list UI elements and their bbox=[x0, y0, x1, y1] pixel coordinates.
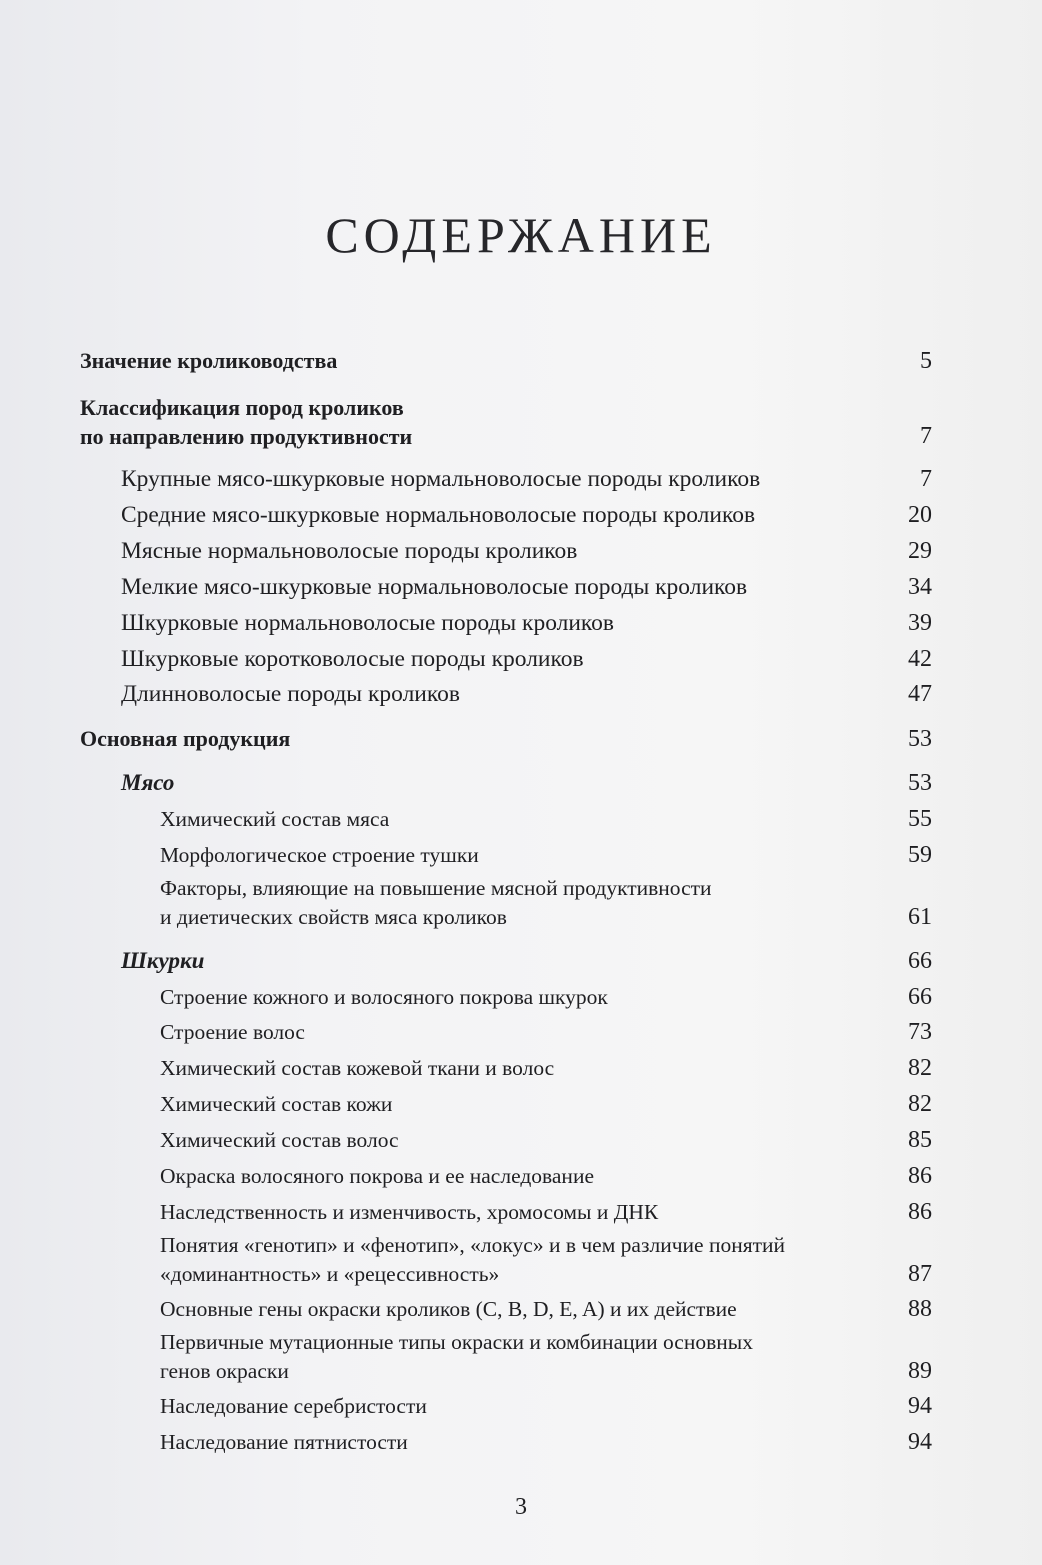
toc-entry-page: 87 bbox=[908, 1261, 932, 1287]
toc-entry[interactable] bbox=[160, 1294, 932, 1324]
toc-entry-page: 34 bbox=[908, 574, 932, 600]
toc-entry[interactable] bbox=[160, 1197, 932, 1227]
toc-entry[interactable] bbox=[121, 644, 932, 674]
toc-entry-page: 59 bbox=[908, 842, 932, 868]
toc-entry-page: 42 bbox=[908, 646, 932, 672]
toc-entry[interactable] bbox=[160, 840, 932, 870]
toc-entry[interactable] bbox=[160, 1089, 932, 1119]
toc-entry[interactable] bbox=[160, 1328, 932, 1386]
toc-entry-page: 82 bbox=[908, 1091, 932, 1117]
toc-entry-page: 39 bbox=[908, 610, 932, 636]
toc-entry-page: 86 bbox=[908, 1163, 932, 1189]
toc-entry-page: 85 bbox=[908, 1127, 932, 1153]
toc-entry-title: Мясо bbox=[121, 770, 175, 795]
toc-entry[interactable] bbox=[121, 464, 932, 494]
page-number: 3 bbox=[515, 1494, 527, 1520]
toc-entry-page: 29 bbox=[908, 538, 932, 564]
toc-entry-title: Значение кролиководства bbox=[80, 348, 338, 373]
toc-entry-page: 73 bbox=[908, 1019, 932, 1045]
toc-entry-title: Морфологическое строение тушки bbox=[160, 843, 479, 867]
toc-entry-title bbox=[160, 1328, 753, 1386]
toc-entry-title: Химический состав мяса bbox=[160, 807, 390, 831]
toc-entry-title: Шкурковые коротковолосые породы кроликов bbox=[121, 646, 584, 672]
toc-entry-title: Химический состав кожевой ткани и волос bbox=[160, 1056, 555, 1080]
toc-entry-page: 82 bbox=[908, 1055, 932, 1081]
toc-entry-page: 89 bbox=[908, 1358, 932, 1384]
toc-entry-title: Химический состав кожи bbox=[160, 1092, 393, 1116]
toc-entry-page: 7 bbox=[920, 466, 932, 492]
toc-entry-title: Мясные нормальноволосые породы кроликов bbox=[121, 538, 578, 564]
toc-entry-page: 20 bbox=[908, 502, 932, 528]
toc-entry-title: Строение кожного и волосяного покрова шкурок bbox=[160, 985, 608, 1009]
toc-entry[interactable] bbox=[160, 1017, 932, 1047]
toc-entry[interactable] bbox=[80, 724, 932, 754]
toc-entry[interactable] bbox=[80, 346, 932, 376]
toc-entry-title-line: Первичные мутационные типы окраски и комбинации основных bbox=[160, 1330, 753, 1354]
toc-entry-title: Окраска волосяного покрова и ее наследование bbox=[160, 1164, 594, 1188]
toc-entry[interactable] bbox=[80, 393, 932, 451]
toc-entry-title-line: Факторы, влияющие на повышение мясной продуктивности bbox=[160, 876, 712, 900]
toc-entry-page: 61 bbox=[908, 904, 932, 930]
toc-entry[interactable] bbox=[121, 572, 932, 602]
toc-entry-title: Химический состав волос bbox=[160, 1128, 399, 1152]
toc-entry-title-line: Классификация пород кроликов bbox=[80, 395, 404, 420]
toc-entry[interactable] bbox=[160, 982, 932, 1012]
toc-entry-title-line: Понятия «генотип» и «фенотип», «локус» и в чем различие понятий bbox=[160, 1233, 786, 1257]
toc-entry-title: Основные гены окраски кроликов (C, B, D, E, A) и их действие bbox=[160, 1297, 737, 1321]
toc-entry-page: 53 bbox=[908, 770, 932, 796]
toc-entry-page: 5 bbox=[920, 348, 932, 374]
toc-entry[interactable] bbox=[160, 1053, 932, 1083]
toc-entry-title-line: и диетических свойств мяса кроликов bbox=[160, 905, 507, 929]
toc-entry[interactable] bbox=[160, 1125, 932, 1155]
toc-entry-title: Крупные мясо-шкурковые нормальноволосые породы кроликов bbox=[121, 466, 761, 492]
toc-entry-title-line: «доминантность» и «рецессивность» bbox=[160, 1262, 500, 1286]
page-title: СОДЕРЖАНИЕ bbox=[325, 207, 717, 263]
toc-entry-title: Основная продукция bbox=[80, 726, 291, 751]
toc-entry-title: Наследственность и изменчивость, хромосомы и ДНК bbox=[160, 1200, 659, 1224]
toc-entry-page: 88 bbox=[908, 1296, 932, 1322]
toc-entry-page: 66 bbox=[908, 984, 932, 1010]
toc-entry-title bbox=[160, 874, 712, 932]
toc-entry-title bbox=[80, 393, 412, 451]
toc-entry-title: Наследование серебристости bbox=[160, 1394, 427, 1418]
toc-entry[interactable] bbox=[160, 1161, 932, 1191]
toc-entry-page: 55 bbox=[908, 806, 932, 832]
toc-entry-page: 47 bbox=[908, 681, 932, 707]
toc-entry-title: Шкурки bbox=[121, 948, 205, 973]
toc-entry-page: 66 bbox=[908, 948, 932, 974]
toc-entry-page: 7 bbox=[920, 423, 932, 449]
toc-entry-page: 53 bbox=[908, 726, 932, 752]
toc-entry-title: Шкурковые нормальноволосые породы кроликов bbox=[121, 610, 615, 636]
toc-entry-title-line: генов окраски bbox=[160, 1359, 289, 1383]
toc-entry[interactable] bbox=[160, 1231, 932, 1289]
toc-entry[interactable] bbox=[121, 536, 932, 566]
toc-entry-title: Мелкие мясо-шкурковые нормальноволосые породы кроликов bbox=[121, 574, 748, 600]
toc-entry-page: 94 bbox=[908, 1393, 932, 1419]
toc-entry-title: Строение волос bbox=[160, 1020, 305, 1044]
toc-entry-title: Средние мясо-шкурковые нормальноволосые породы кроликов bbox=[121, 502, 756, 528]
toc-entry-page: 86 bbox=[908, 1199, 932, 1225]
toc-entry[interactable] bbox=[160, 1391, 932, 1421]
toc-entry-title-line: по направлению продуктивности bbox=[80, 424, 413, 449]
toc-entry[interactable] bbox=[160, 874, 932, 932]
toc-entry[interactable] bbox=[160, 804, 932, 834]
toc-entry[interactable] bbox=[160, 1427, 932, 1457]
toc-entry[interactable] bbox=[121, 768, 932, 798]
toc-entry-title: Наследование пятнистости bbox=[160, 1430, 408, 1454]
toc-entry-page: 94 bbox=[908, 1429, 932, 1455]
toc-entry[interactable] bbox=[121, 608, 932, 638]
toc-entry[interactable] bbox=[121, 679, 932, 709]
toc-entry-title bbox=[160, 1231, 785, 1289]
toc-entry-title: Длинноволосые породы кроликов bbox=[121, 681, 460, 707]
toc-entry[interactable] bbox=[121, 500, 932, 530]
toc-entry[interactable] bbox=[121, 946, 932, 976]
